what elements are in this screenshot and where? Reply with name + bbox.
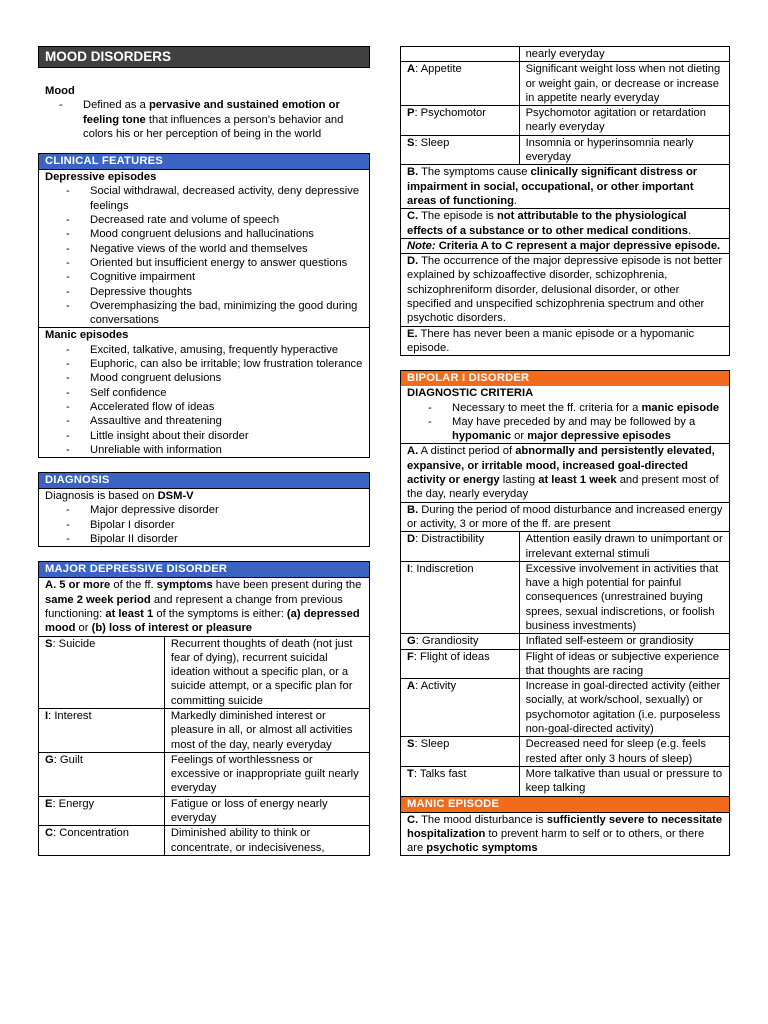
row-key: C: Concentration: [39, 826, 164, 855]
manic-episodes-heading: Manic episodes: [45, 329, 129, 342]
row-key: S: Sleep: [401, 135, 519, 164]
list-item: - Self confidence: [45, 386, 363, 400]
clinical-features-section: [38, 153, 370, 458]
list-item: - Little insight about their disorder: [45, 429, 363, 443]
mdd-symptom-table: [39, 636, 369, 855]
row-key: A: Activity: [401, 679, 519, 737]
bipolar-section: [400, 370, 730, 856]
row-value: Diminished ability to think or concentrate, or indecisiveness,: [164, 826, 369, 855]
diagnosis-section: [38, 472, 370, 547]
page-title: MOOD DISORDERS: [38, 46, 370, 68]
depressive-episodes-heading: Depressive episodes: [45, 171, 157, 184]
row-key: G: Grandiosity: [401, 634, 519, 649]
bipolar-symptom-table: [401, 531, 729, 795]
mood-definition: - Defined as a pervasive and sustained emotion or feeling tone that influences a person’s behavior and colors his or her perception of being in the world: [38, 98, 370, 141]
diagnosis-box: [39, 488, 369, 546]
list-item: - Excited, talkative, amusing, frequently hyperactive: [45, 343, 363, 357]
row-key: I: Indiscretion: [401, 561, 519, 633]
clinical-features-box: [39, 169, 369, 327]
right-column: [400, 0, 730, 856]
table-row: [401, 532, 729, 562]
list-item: - Necessary to meet the ff. criteria for a manic episode: [407, 401, 723, 415]
table-row: [401, 135, 729, 164]
mdd-continued-section: [400, 46, 730, 356]
mood-heading: Mood: [45, 85, 75, 97]
table-row: [39, 708, 369, 752]
row-value: Psychomotor agitation or retardation nearly everyday: [519, 106, 729, 136]
list-item: - Bipolar II disorder: [45, 532, 363, 546]
list-item: - Social withdrawal, decreased activity, deny depressive feelings: [45, 184, 363, 213]
row-value: Insomnia or hyperinsomnia nearly everyday: [519, 135, 729, 164]
row-key: I: Interest: [39, 708, 164, 752]
row-value: Significant weight loss when not dieting or weight gain, or decrease or increase in appetite nearly everyday: [519, 62, 729, 106]
row-value: Flight of ideas or subjective experience that thoughts are racing: [519, 649, 729, 679]
row-key: P: Psychomotor: [401, 106, 519, 136]
list-item: - Overemphasizing the bad, minimizing the good during conversations: [45, 299, 363, 328]
manic-box: [39, 327, 369, 457]
row-value: Recurrent thoughts of death (not just fear of dying), recurrent suicidal ideation without a specific plan, or a suicide attempt, or a specific plan for committing suicide: [164, 636, 369, 708]
row-value: More talkative than usual or pressure to keep talking: [519, 766, 729, 795]
mdd-continued-table: [401, 47, 729, 164]
clinical-features-title: CLINICAL FEATURES: [39, 154, 369, 169]
list-item: - Cognitive impairment: [45, 270, 363, 284]
table-row: [39, 752, 369, 796]
table-row: [401, 737, 729, 767]
table-row: [401, 106, 729, 136]
table-row: [401, 634, 729, 649]
list-item: - Negative views of the world and themselves: [45, 242, 363, 256]
list-item: - Mood congruent delusions: [45, 371, 363, 385]
table-row: [39, 826, 369, 855]
bipolar-dx-list: [407, 401, 723, 444]
table-row: [401, 766, 729, 795]
mdd-criterion-c: C. The episode is not attributable to the physiological effects of a substance or to other medical conditions.: [401, 208, 729, 238]
manic-criterion-c: C. The mood disturbance is sufficiently severe to necessitate hospitalization to prevent harm to self or to others, or there are psychotic symptoms: [401, 812, 729, 856]
bipolar-criterion-b: B. During the period of mood disturbance and increased energy or activity, 3 or more of the ff. are present: [401, 502, 729, 532]
row-key: E: Energy: [39, 796, 164, 826]
bipolar-dx-box: [401, 386, 729, 443]
row-key: G: Guilt: [39, 752, 164, 796]
row-value: Excessive involvement in activities that have a high potential for painful consequences (unrestrained buying sprees, sexual indiscretions, or foolish business investments): [519, 561, 729, 633]
row-key: S: Sleep: [401, 737, 519, 767]
table-row: [401, 47, 729, 62]
list-item: - Mood congruent delusions and hallucinations: [45, 227, 363, 241]
row-key: F: Flight of ideas: [401, 649, 519, 679]
table-row: [39, 636, 369, 708]
row-value: Feelings of worthlessness or excessive or inappropriate guilt nearly everyday: [164, 752, 369, 796]
mdd-criterion-a: A. 5 or more of the ff. symptoms have been present during the same 2 week period and represent a change from previous functioning: at least 1 of the symptoms is either: (a) depressed mood or (b) loss of interest or pleasure: [39, 577, 369, 635]
row-value: Markedly diminished interest or pleasure in all, or almost all activities most of the day, nearly everyday: [164, 708, 369, 752]
mdd-criterion-e: E. There has never been a manic episode or a hypomanic episode.: [401, 326, 729, 356]
row-value: Decreased need for sleep (e.g. feels rested after only 3 hours of sleep): [519, 737, 729, 767]
list-item: - Euphoric, can also be irritable; low frustration tolerance: [45, 357, 363, 371]
diagnosis-intro: Diagnosis is based on DSM-V: [45, 490, 194, 503]
list-item: - May have preceded by and may be followed by a hypomanic or major depressive episodes: [407, 415, 723, 444]
manic-episode-title: MANIC EPISODE: [401, 796, 729, 812]
depressive-list: [45, 184, 363, 327]
table-row: [401, 649, 729, 679]
list-item: - Major depressive disorder: [45, 503, 363, 517]
table-row: [401, 62, 729, 106]
mdd-criterion-d: D. The occurrence of the major depressive episode is not better explained by schizoaffective disorder, schizophrenia, schizophreniform disorder, delusional disorder, or other specified and unspecified schizophrenia spectrum and other psychotic disorders.: [401, 253, 729, 325]
diagnosis-title: DIAGNOSIS: [39, 473, 369, 488]
row-key: T: Talks fast: [401, 766, 519, 795]
list-item: - Unreliable with information: [45, 443, 363, 457]
list-item: - Assaultive and threatening: [45, 414, 363, 428]
row-value: Inflated self-esteem or grandiosity: [519, 634, 729, 649]
list-item: - Depressive thoughts: [45, 285, 363, 299]
table-row: [39, 796, 369, 826]
list-item: - Oriented but insufficient energy to answer questions: [45, 256, 363, 270]
bipolar-title: BIPOLAR I DISORDER: [401, 371, 729, 386]
row-key: [401, 47, 519, 62]
row-value: nearly everyday: [525, 48, 605, 60]
row-key: A: Appetite: [401, 62, 519, 106]
mdd-note: Note: Criteria A to C represent a major depressive episode.: [401, 238, 729, 253]
mood-definition-list: [38, 98, 370, 141]
left-column: [38, 0, 370, 856]
table-row: [401, 561, 729, 633]
list-item: - Decreased rate and volume of speech: [45, 213, 363, 227]
mdd-section: [38, 561, 370, 856]
row-key: D: Distractibility: [401, 532, 519, 562]
row-key: S: Suicide: [39, 636, 164, 708]
list-item: - Accelerated flow of ideas: [45, 400, 363, 414]
row-value: Increase in goal-directed activity (either socially, at work/school, sexually) or psychomotor agitation (i.e. purposeless non-goal-directed activity): [519, 679, 729, 737]
list-item: - Bipolar I disorder: [45, 518, 363, 532]
mdd-title: MAJOR DEPRESSIVE DISORDER: [39, 562, 369, 577]
diagnostic-criteria-heading: DIAGNOSTIC CRITERIA: [407, 387, 534, 400]
diagnosis-list: [45, 503, 363, 546]
manic-list: [45, 343, 363, 457]
table-row: [401, 679, 729, 737]
row-value: Fatigue or loss of energy nearly everyday: [164, 796, 369, 826]
mdd-criterion-b: B. The symptoms cause clinically significant distress or impairment in social, occupational, or other important areas of functioning.: [401, 164, 729, 208]
row-value: Attention easily drawn to unimportant or irrelevant external stimuli: [519, 532, 729, 562]
bipolar-criterion-a: A. A distinct period of abnormally and persistently elevated, expansive, or irritable mood, increased goal-directed activity or energy lasting at least 1 week and present most of the day, nearly everyday: [401, 443, 729, 501]
